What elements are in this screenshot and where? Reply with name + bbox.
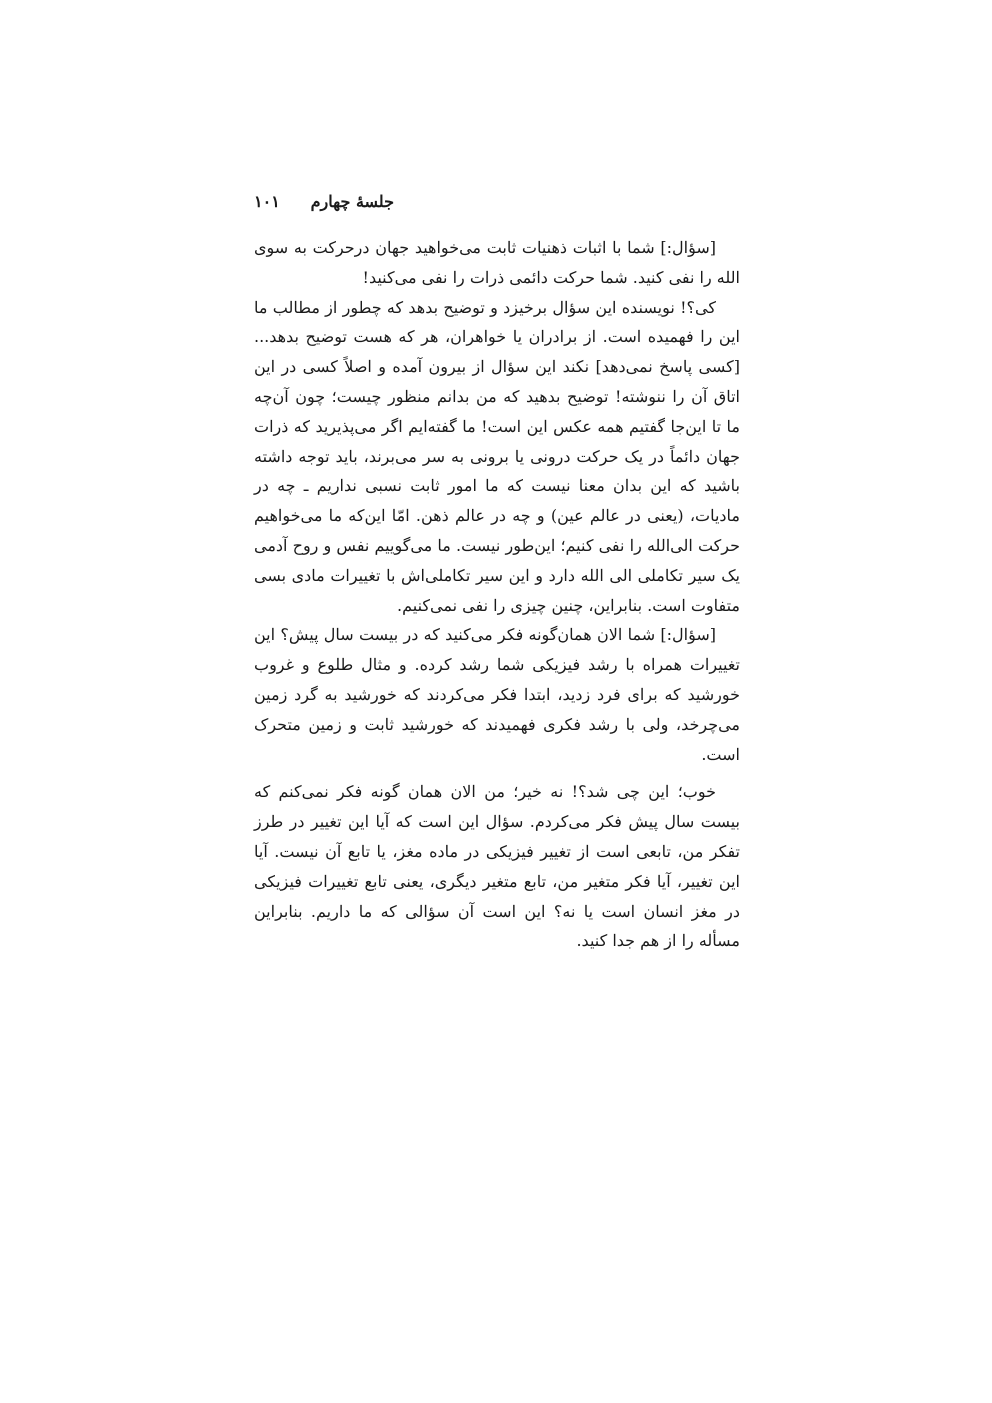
page-number: ۱۰۱ — [254, 192, 280, 211]
running-header — [254, 190, 394, 220]
paragraph-answer-1: کی؟! نویسنده این سؤال برخیزد و توضیح بدهد که چطور از مطالب ما این را فهمیده است. از برادران یا خواهران، هر که هست توضیح بدهد...[کسی پاسخ نمی‌دهد] نکند این سؤال از بیرون آمده و اصلاً کسی در این اتاق آن را ننوشته! توضیح بدهید که من بدانم منظور چیست؛ چون آن‌چه ما تا این‌جا گفتیم همه عکس این است! ما گفته‌ایم اگر می‌پذیرید که ذرات جهان دائماً در یک حرکت درونی یا برونی به سر می‌برند، باید توجه داشته باشید که این بدان معنا نیست که ما امور ثابت نسبی نداریم ـ چه در مادیات، (یعنی در عالم عین) و چه در عالم ذهن. امّا این‌که ما می‌خواهیم حرکت الی‌الله را نفی کنیم؛ این‌طور نیست. ما می‌گوییم نفس و روح آدمی یک سیر تکاملی الی الله دارد و این سیر تکاملی‌اش با تغییرات مادی بسی متفاوت است. بنابراین، چنین چیزی را نفی نمی‌کنیم. — [254, 297, 741, 615]
chapter-title: جلسۀ چهارم — [310, 192, 394, 211]
page-body — [254, 233, 740, 956]
paragraph-question-1: [سؤال:] شما با اثبات ذهنیات ثابت می‌خواهید جهان درحرکت به سوی الله را نفی کنید. شما حرکت دائمی ذرات را نفی می‌کنید! — [254, 238, 740, 287]
paragraph-question-2: [سؤال:] شما الان همان‌گونه فکر می‌کنید که در بیست سال پیش؟ این تغییرات همراه با رشد فیزیکی شما رشد کرده. و مثال طلوع و غروب خورشید که برای فرد زدید، ابتدا فکر می‌کردند که خورشید به گرد زمین می‌چرخد، ولی با رشد فکری فهمیدند که خورشید ثابت و زمین متحرک است. — [254, 625, 740, 764]
paragraph-answer-2: خوب؛ این چی شد؟! نه خیر؛ من الان همان گونه فکر نمی‌کنم که بیست سال پیش فکر می‌کردم. سؤال این است که آیا این تغییر در طرز تفکر من، تابعی است از تغییر فیزیکی در ماده مغز، یا تابع آن نیست. آیا این تغییر، آیا فکر متغیر من، تابع متغیر دیگری، یعنی تابع تغییرات فیزیکی در مغز انسان است یا نه؟ این است آن سؤالی که ما داریم. بنابراین مسأله را از هم جدا کنید. — [254, 782, 740, 951]
